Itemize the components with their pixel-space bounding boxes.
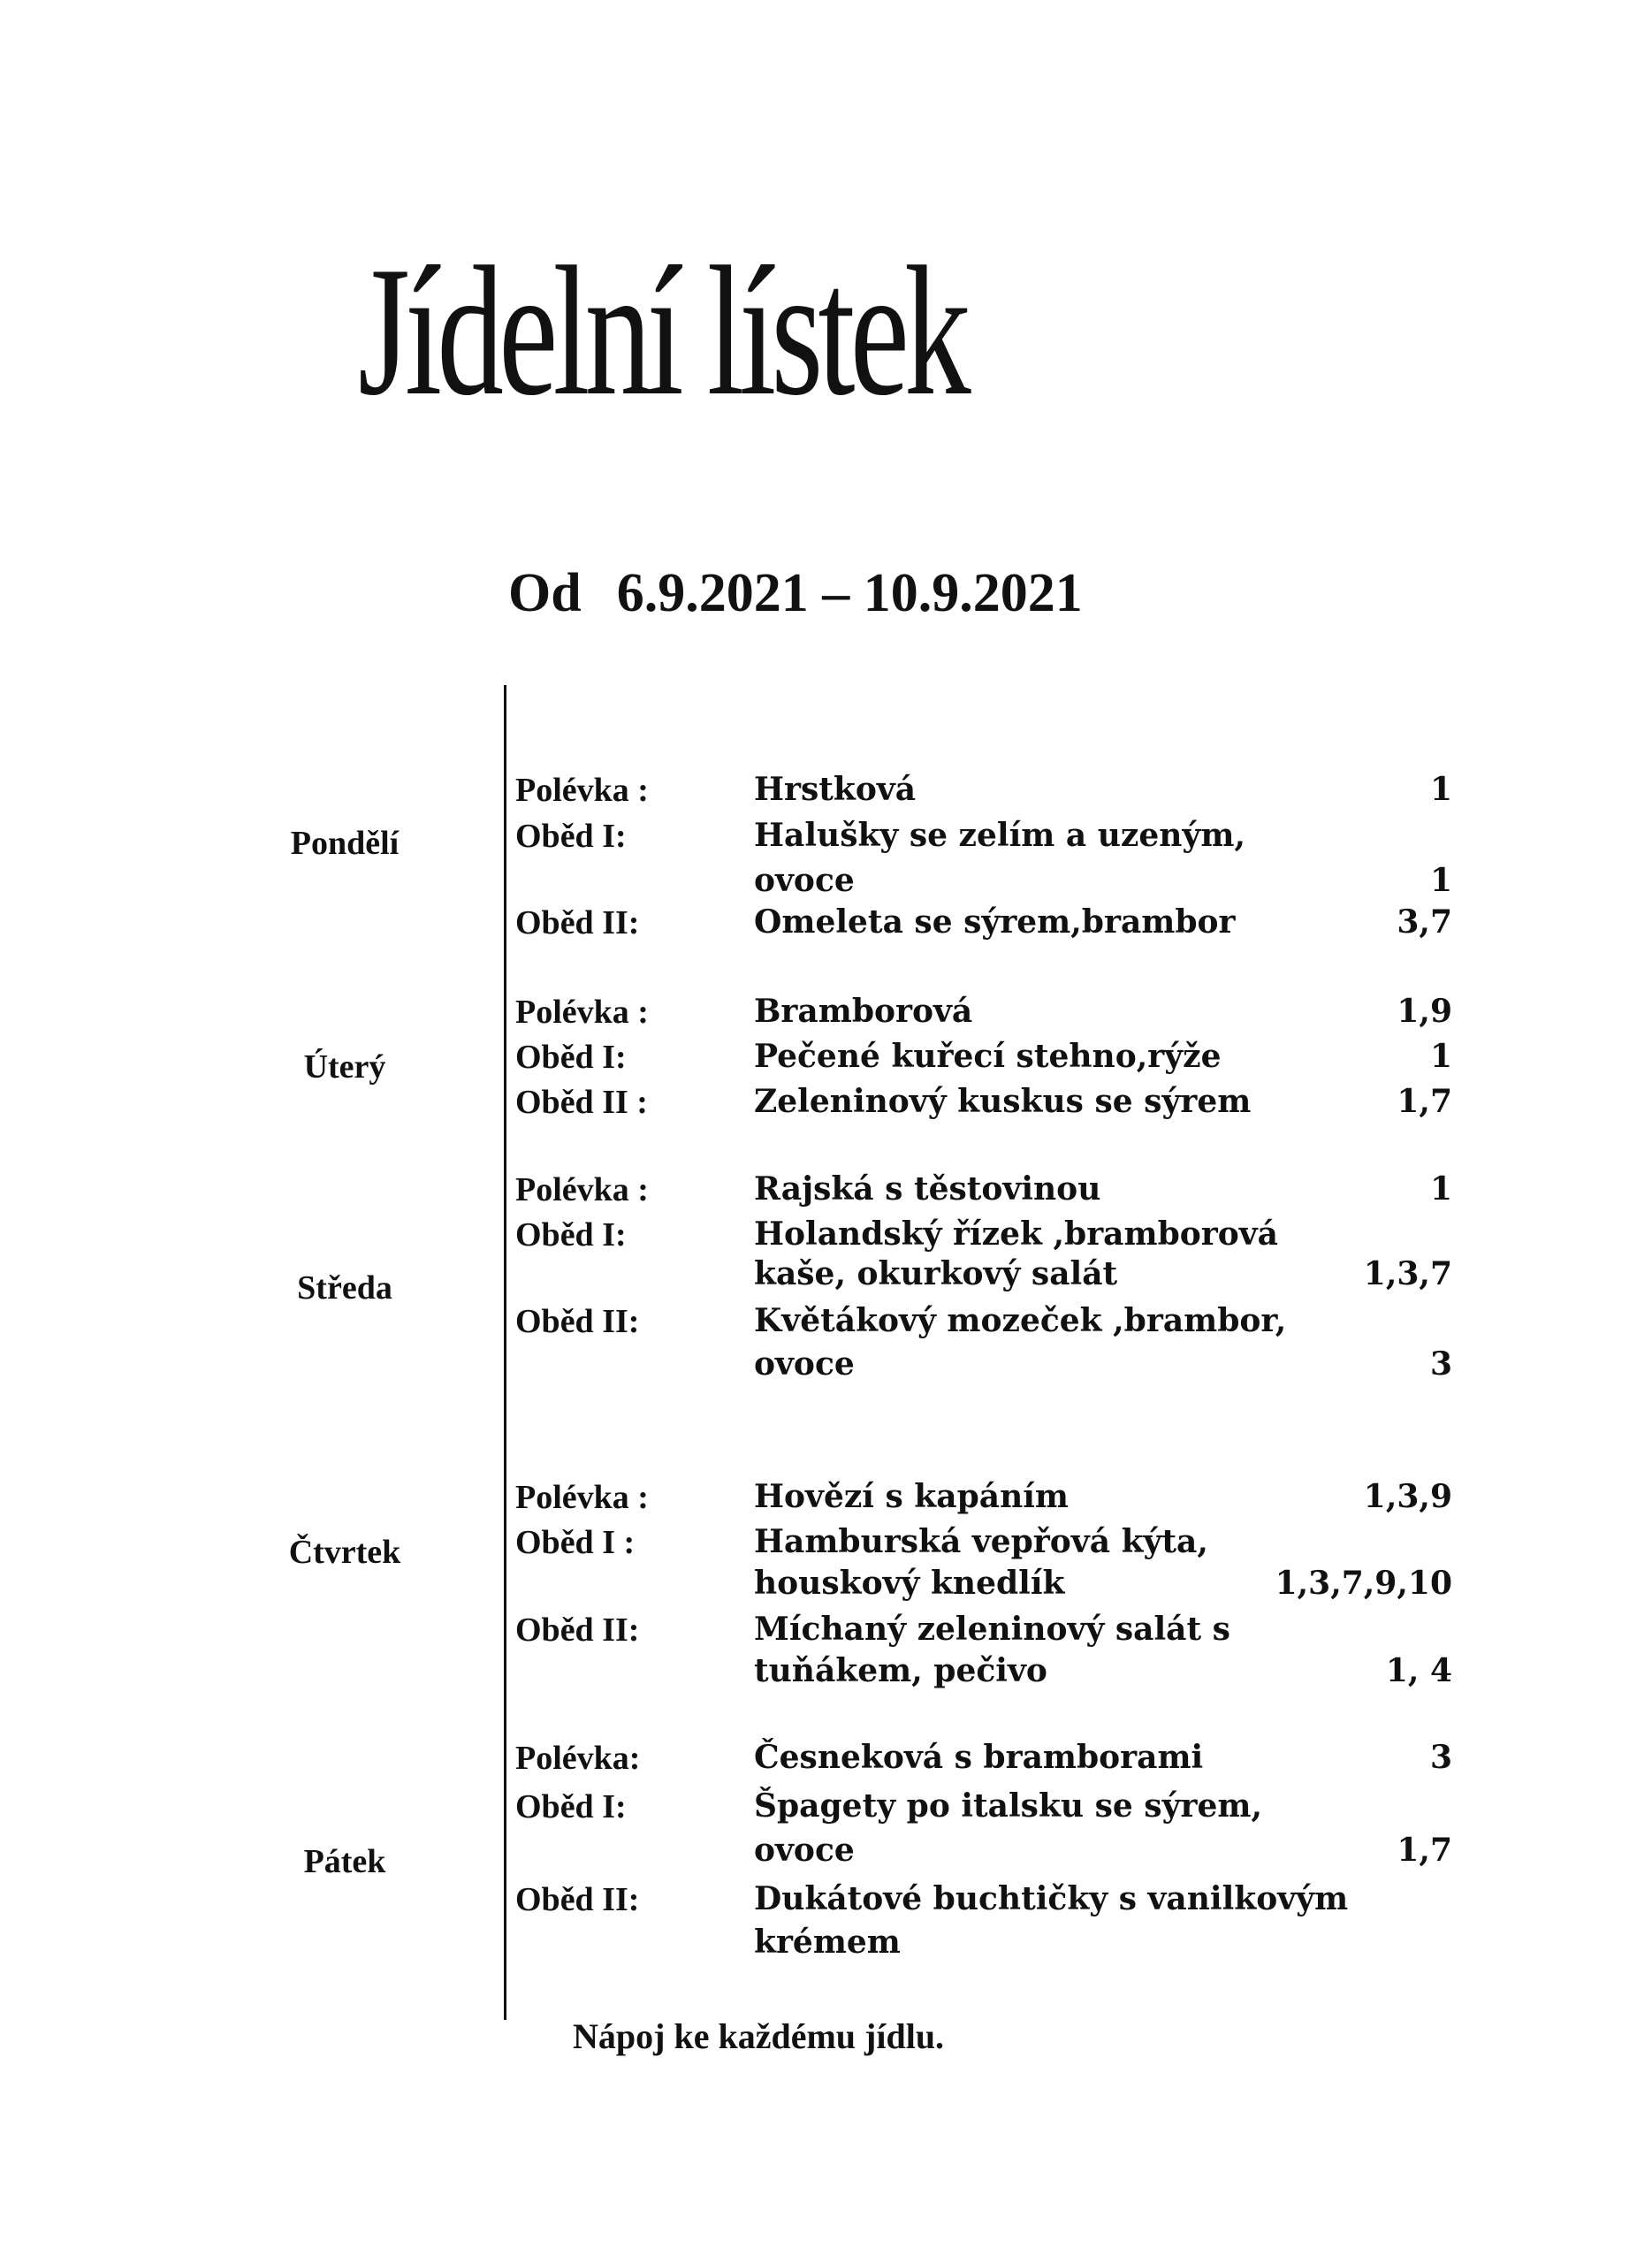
date-from-label: Od <box>508 563 582 623</box>
day-label-wednesday: Středa <box>297 1269 392 1307</box>
course-label: Oběd I: <box>515 818 627 855</box>
dish-name: Hamburská vepřová kýta, <box>754 1523 1208 1560</box>
menu-row <box>515 1345 1452 1391</box>
page-title: Jídelní lístek <box>358 229 966 434</box>
allergen-codes: 1, 4 <box>1385 1652 1452 1689</box>
day-label-friday: Pátek <box>303 1843 386 1880</box>
dish-name: houskový knedlík <box>754 1565 1065 1602</box>
course-label: Oběd II: <box>515 1881 640 1918</box>
allergen-codes: 3 <box>1429 1739 1452 1776</box>
course-label: Oběd II: <box>515 904 640 941</box>
day-label-thursday: Čtvrtek <box>288 1534 401 1571</box>
course-label: Oběd I: <box>515 1216 627 1253</box>
allergen-codes: 1 <box>1429 1038 1452 1075</box>
menu-row <box>515 1787 1452 1833</box>
day-label-tuesday: Úterý <box>303 1048 386 1086</box>
allergen-codes: 1 <box>1429 862 1452 899</box>
dish-name: Dukátové buchtičky s vanilkovým <box>754 1880 1349 1917</box>
menu-row <box>515 862 1452 908</box>
allergen-codes: 3,7 <box>1397 903 1452 941</box>
course-label: Oběd II: <box>515 1612 640 1649</box>
menu-row <box>515 1611 1452 1657</box>
allergen-codes: 1 <box>1429 771 1452 808</box>
menu-row <box>515 993 1452 1039</box>
dish-name: Rajská s těstovinou <box>754 1170 1101 1208</box>
allergen-codes: 1,9 <box>1397 993 1452 1030</box>
dish-name: ovoce <box>754 1832 855 1869</box>
allergen-codes: 1,3,7,9,10 <box>1275 1565 1452 1602</box>
menu-row <box>515 771 1452 817</box>
date-range-value: 6.9.2021 – 10.9.2021 <box>616 563 1083 623</box>
allergen-codes: 1,7 <box>1397 1832 1452 1869</box>
dish-name: tuňákem, pečivo <box>754 1652 1047 1689</box>
dish-name: Česneková s bramborami <box>754 1739 1204 1776</box>
course-label: Oběd II: <box>515 1303 640 1340</box>
menu-row <box>515 1652 1452 1698</box>
course-label: Oběd I : <box>515 1524 636 1561</box>
menu-row <box>515 1832 1452 1878</box>
menu-row <box>515 1170 1452 1216</box>
course-label: Oběd I: <box>515 1788 627 1825</box>
dish-name: Zeleninový kuskus se sýrem <box>754 1083 1252 1120</box>
dish-name: Halušky se zelím a uzeným, <box>754 817 1245 854</box>
dish-name: Hovězí s kapáním <box>754 1478 1070 1515</box>
course-label: Polévka : <box>515 1479 649 1516</box>
dish-name: ovoce <box>754 1345 855 1383</box>
dish-name: krémem <box>754 1924 901 1961</box>
allergen-codes: 1,7 <box>1397 1083 1452 1120</box>
allergen-codes: 1,3,9 <box>1363 1478 1452 1515</box>
menu-row <box>515 1739 1452 1785</box>
day-label-monday: Pondělí <box>290 825 400 862</box>
menu-row <box>515 817 1452 863</box>
dish-name: kaše, okurkový salát <box>754 1255 1118 1292</box>
dish-name: Květákový mozeček ,brambor, <box>754 1302 1287 1339</box>
dish-name: Míchaný zeleninový salát s <box>754 1611 1230 1648</box>
menu-row <box>515 1478 1452 1524</box>
dish-name: Bramborová <box>754 993 973 1030</box>
menu-row <box>515 1083 1452 1129</box>
dish-name: Hrstková <box>754 771 917 808</box>
course-label: Oběd II : <box>515 1084 648 1121</box>
dish-name: Špagety po italsku se sýrem, <box>754 1787 1262 1825</box>
dish-name: Pečené kuřecí stehno,rýže <box>754 1038 1222 1075</box>
menu-row <box>515 903 1452 949</box>
date-range <box>508 562 1083 625</box>
course-label: Polévka : <box>515 1171 649 1208</box>
footer-note: Nápoj ke každému jídlu. <box>573 2016 945 2056</box>
dish-name: Holandský řízek ,bramborová <box>754 1215 1278 1253</box>
course-label: Polévka : <box>515 772 649 809</box>
course-label: Polévka : <box>515 994 649 1031</box>
menu-row <box>515 1038 1452 1084</box>
menu-row <box>515 1565 1452 1611</box>
dish-name: Omeleta se sýrem,brambor <box>754 903 1236 941</box>
allergen-codes: 1 <box>1429 1170 1452 1208</box>
menu-row <box>515 1302 1452 1348</box>
course-label: Oběd I: <box>515 1039 627 1076</box>
column-divider <box>504 685 506 2020</box>
menu-row <box>515 1924 1452 1970</box>
course-label: Polévka: <box>515 1740 641 1777</box>
dish-name: ovoce <box>754 862 855 899</box>
menu-row <box>515 1255 1452 1301</box>
allergen-codes: 3 <box>1429 1345 1452 1383</box>
menu-row <box>515 1880 1452 1926</box>
menu-row <box>515 1523 1452 1569</box>
allergen-codes: 1,3,7 <box>1363 1255 1452 1292</box>
